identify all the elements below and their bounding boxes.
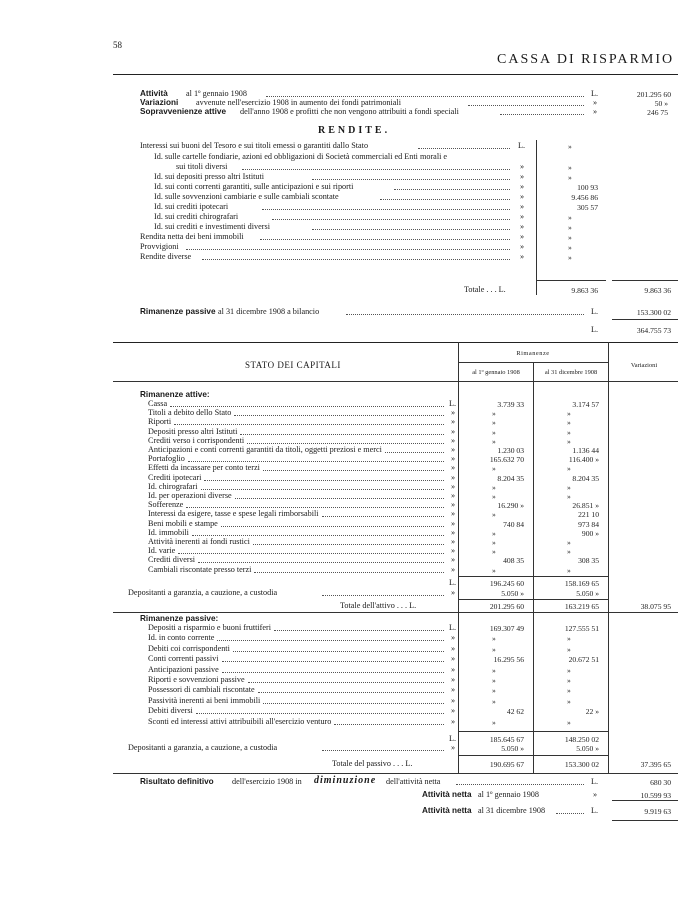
leader-dots bbox=[198, 562, 444, 563]
currency-mark: » bbox=[451, 527, 456, 537]
value-dec: 308 35 bbox=[578, 556, 599, 566]
col1-header: al 1º gennaio 1908 bbox=[472, 369, 520, 376]
currency-mark: L. bbox=[449, 578, 457, 587]
leader-dots bbox=[170, 406, 444, 407]
col2-header: al 31 dicembre 1908 bbox=[544, 369, 598, 376]
row-label: Id. in conto corrente bbox=[148, 633, 215, 643]
value-dec: » bbox=[567, 686, 571, 696]
row-label: Conti correnti passivi bbox=[148, 654, 219, 664]
grand-total-value: 364.755 73 bbox=[636, 326, 671, 335]
value-jan: » bbox=[492, 464, 496, 474]
attive-deposits-label: Depositanti a garanzia, a cauzione, a custodia bbox=[128, 588, 278, 597]
row-value: 50 » bbox=[654, 99, 668, 108]
row-label: Cambiali riscontate presso terzi bbox=[148, 564, 252, 574]
passive-remainder-value: 153.300 02 bbox=[636, 308, 671, 317]
row-label: Possessori di cambiali riscontate bbox=[148, 685, 255, 695]
row-label: Crediti diversi bbox=[148, 555, 196, 565]
value-jan: » bbox=[492, 528, 496, 538]
leader-dots bbox=[247, 443, 444, 444]
leader-dots bbox=[274, 630, 444, 631]
row-label: Anticipazioni e conti correnti garantiti da titoli, oggetti preziosi e merci bbox=[148, 445, 382, 454]
rendite-row-value: 305 57 bbox=[577, 203, 598, 212]
currency-mark: » bbox=[451, 408, 456, 418]
right-col-rule bbox=[612, 800, 678, 801]
leader-dots bbox=[468, 105, 584, 106]
leader-dots bbox=[178, 553, 444, 554]
passive-total-label: Totale del passivo . . . L. bbox=[332, 759, 413, 768]
value-dec: » bbox=[567, 418, 571, 428]
value-jan: » bbox=[492, 436, 496, 446]
rendite-row-value: » bbox=[568, 213, 572, 222]
value-jan: » bbox=[492, 634, 496, 644]
currency-mark: » bbox=[451, 588, 456, 597]
right-col-rule bbox=[612, 820, 678, 821]
row-label: Sofferenze bbox=[148, 500, 184, 510]
value-jan: 16.295 56 bbox=[493, 655, 524, 665]
passive-heading: Rimanenze passive: bbox=[140, 614, 219, 623]
value-dec: » bbox=[567, 565, 571, 575]
currency-mark: L. bbox=[449, 399, 457, 408]
col3-header: Variazioni bbox=[630, 362, 658, 369]
right-col-rule bbox=[612, 319, 678, 320]
currency-mark: » bbox=[451, 445, 456, 454]
currency-mark: L. bbox=[591, 325, 599, 334]
rendite-row-label: Id. sulle sovvenzioni cambiarie e sulle cambiali scontate bbox=[154, 192, 339, 201]
net-assets-end-value: 9.919 63 bbox=[644, 807, 671, 816]
rendite-row-label: sui titoli diversi bbox=[176, 162, 228, 171]
leader-dots bbox=[334, 724, 444, 725]
currency-mark: » bbox=[451, 716, 456, 726]
value-jan: 169.307 49 bbox=[489, 624, 524, 633]
currency-mark: » bbox=[451, 633, 456, 643]
currency-mark: » bbox=[451, 654, 456, 664]
currency-mark: » bbox=[451, 706, 456, 716]
passive-subtotal-rule bbox=[458, 731, 608, 732]
leader-dots bbox=[202, 259, 510, 260]
rendite-row-value: » bbox=[568, 243, 572, 252]
value-dec: 22 » bbox=[585, 707, 599, 717]
leader-dots bbox=[188, 461, 444, 462]
row-label: Sconti ed interessi attivi attribuibili all'esercizio venturo bbox=[148, 716, 332, 726]
rendite-row-value: » bbox=[568, 223, 572, 232]
row-bold-label: Attività bbox=[140, 89, 168, 98]
row-label: Crediti ipotecari bbox=[148, 472, 202, 482]
row-label: Beni mobili e stampe bbox=[148, 518, 218, 528]
attive-total-v1: 201.295 60 bbox=[489, 602, 524, 611]
currency-mark: » bbox=[451, 472, 456, 482]
leader-dots bbox=[556, 813, 584, 814]
leader-dots bbox=[222, 672, 444, 673]
value-dec: » bbox=[567, 538, 571, 547]
row-label: Depositi a risparmio e buoni fruttiferi bbox=[148, 623, 272, 632]
attive-total-rule bbox=[458, 599, 608, 600]
value-dec: 221 10 bbox=[578, 510, 599, 520]
row-label: Crediti verso i corrispondenti bbox=[148, 435, 245, 445]
currency-mark: L. bbox=[591, 89, 599, 98]
rendite-row-value: » bbox=[568, 142, 572, 151]
leader-dots bbox=[217, 640, 444, 641]
leader-dots bbox=[260, 239, 510, 240]
net-assets-start-value: 10.599 93 bbox=[640, 791, 671, 800]
leader-dots bbox=[242, 169, 510, 170]
table-top-rule bbox=[113, 342, 678, 343]
rendite-row-label: Interessi sui buoni del Tesoro e sui titoli emessi o garantiti dallo Stato bbox=[140, 141, 369, 150]
rendite-total-rule bbox=[536, 280, 606, 281]
leader-dots bbox=[233, 651, 444, 652]
currency-mark: » bbox=[520, 242, 525, 251]
value-dec: » bbox=[567, 634, 571, 644]
currency-mark: » bbox=[451, 426, 456, 436]
leader-dots bbox=[221, 526, 444, 527]
row-label: Debiti coi corrispondenti bbox=[148, 643, 230, 653]
leader-dots bbox=[186, 507, 444, 508]
rendite-row-label: Provvigioni bbox=[140, 242, 179, 251]
attive-subtotal-v2: 158.169 65 bbox=[564, 579, 599, 588]
rendite-row-label: Id. sui conti correnti garantiti, sulle anticipazioni e sui riporti bbox=[154, 182, 354, 191]
attive-total-label: Totale dell'attivo . . . L. bbox=[340, 601, 417, 610]
passive-deposits-v1: 5.050 » bbox=[501, 744, 524, 753]
value-dec: 116.400 » bbox=[568, 455, 599, 465]
leader-dots bbox=[222, 661, 445, 662]
leader-dots bbox=[312, 229, 510, 230]
row-label: Attività inerenti ai fondi rustici bbox=[148, 537, 250, 546]
leader-dots bbox=[201, 489, 444, 490]
currency-mark: » bbox=[451, 481, 456, 491]
value-jan: 165.632 70 bbox=[489, 455, 524, 465]
value-dec: » bbox=[567, 717, 571, 727]
row-label: Id. per operazioni diverse bbox=[148, 491, 232, 500]
currency-mark: » bbox=[520, 232, 525, 241]
currency-mark: » bbox=[451, 435, 456, 445]
leader-dots bbox=[322, 516, 444, 517]
passive-total-rule bbox=[458, 755, 608, 756]
leader-dots bbox=[312, 179, 510, 180]
currency-mark: » bbox=[451, 463, 456, 473]
rendite-title: RENDITE. bbox=[318, 125, 391, 136]
row-text: avvenute nell'esercizio 1908 in aumento dei fondi patrimoniali bbox=[196, 98, 401, 107]
value-jan: » bbox=[492, 686, 496, 696]
value-dec: 1.136 44 bbox=[572, 446, 599, 455]
row-label: Id. varie bbox=[148, 546, 176, 556]
leader-dots bbox=[235, 498, 444, 499]
row-label: Effetti da incassare per conto terzi bbox=[148, 463, 260, 473]
leader-dots bbox=[253, 544, 444, 545]
value-dec: » bbox=[567, 665, 571, 675]
table-title: STATO DEI CAPITALI bbox=[245, 360, 341, 370]
value-jan: 1.230 03 bbox=[497, 446, 524, 455]
currency-mark: » bbox=[451, 518, 456, 528]
leader-dots bbox=[248, 682, 444, 683]
leader-dots bbox=[456, 784, 584, 785]
leader-dots bbox=[263, 470, 444, 471]
row-value: 201.295 60 bbox=[636, 90, 671, 99]
currency-mark: » bbox=[451, 675, 456, 684]
table-bottom-rule bbox=[113, 773, 678, 774]
currency-mark: » bbox=[593, 107, 598, 116]
attive-section-rule bbox=[113, 612, 678, 613]
value-dec: 3.174 57 bbox=[572, 400, 599, 409]
currency-mark: » bbox=[520, 202, 525, 211]
leader-dots bbox=[204, 480, 444, 481]
value-jan: » bbox=[492, 717, 496, 727]
currency-mark: » bbox=[451, 564, 456, 574]
currency-mark: » bbox=[451, 643, 456, 653]
rendite-row-value: » bbox=[568, 173, 572, 182]
currency-mark: » bbox=[520, 212, 525, 221]
currency-mark: » bbox=[520, 172, 525, 181]
leader-dots bbox=[254, 572, 444, 573]
value-dec: 973 84 bbox=[578, 519, 599, 529]
value-dec: » bbox=[567, 696, 571, 706]
value-jan: 8.204 35 bbox=[497, 473, 524, 483]
leader-dots bbox=[418, 148, 510, 149]
currency-mark: L. bbox=[518, 141, 526, 150]
value-dec: » bbox=[567, 409, 571, 419]
net-assets-start-bold: Attività netta bbox=[422, 790, 472, 799]
leader-dots bbox=[266, 96, 584, 97]
currency-mark: » bbox=[451, 546, 456, 556]
row-bold-label: Sopravvenienze attive bbox=[140, 107, 227, 116]
running-title: CASSA DI RISPARMIO bbox=[497, 52, 675, 67]
currency-mark: L. bbox=[449, 623, 457, 632]
rendite-row-value: 100 93 bbox=[577, 183, 598, 192]
passive-subtotal-v1: 185.645 67 bbox=[489, 735, 524, 744]
leader-dots bbox=[262, 209, 510, 210]
value-jan: » bbox=[492, 418, 496, 428]
value-dec: » bbox=[567, 427, 571, 437]
row-label: Passività inerenti ai beni immobili bbox=[148, 695, 261, 705]
value-dec: 8.204 35 bbox=[572, 473, 599, 483]
value-jan: 42 62 bbox=[506, 707, 524, 717]
leader-dots bbox=[196, 713, 444, 714]
currency-mark: L. bbox=[591, 307, 599, 316]
right-col-rule bbox=[612, 280, 678, 281]
net-assets-end-text: al 31 dicembre 1908 bbox=[478, 806, 546, 815]
currency-mark: » bbox=[451, 685, 456, 695]
rendite-total-value: 9.863 36 bbox=[571, 286, 598, 295]
row-label: Riporti e sovvenzioni passive bbox=[148, 675, 245, 684]
value-jan: » bbox=[492, 547, 496, 557]
page-number: 58 bbox=[113, 40, 122, 50]
table-col-rule-1 bbox=[458, 342, 459, 773]
table-col-rule-2 bbox=[533, 362, 534, 773]
leader-dots bbox=[322, 750, 444, 751]
value-jan: » bbox=[492, 409, 496, 419]
attive-heading: Rimanenze attive: bbox=[140, 390, 210, 399]
rendite-row-value: » bbox=[568, 233, 572, 242]
value-jan: » bbox=[492, 665, 496, 675]
currency-mark: » bbox=[593, 98, 598, 107]
row-text: al 1º gennaio 1908 bbox=[186, 89, 247, 98]
attive-subtotal-v1: 196.245 60 bbox=[489, 579, 524, 588]
value-jan: » bbox=[492, 644, 496, 654]
rendite-row-label: Id. sui crediti chirografari bbox=[154, 212, 239, 221]
leader-dots bbox=[234, 415, 444, 416]
row-text: dell'anno 1908 e profitti che non vengono attribuiti a fondi speciali bbox=[240, 107, 459, 116]
value-dec: » bbox=[567, 676, 571, 685]
value-dec: » bbox=[567, 547, 571, 557]
table-header-rule bbox=[113, 381, 678, 382]
attive-deposits-v2: 5.050 » bbox=[576, 589, 599, 598]
value-dec: » bbox=[567, 644, 571, 654]
currency-mark: » bbox=[520, 222, 525, 231]
leader-dots bbox=[192, 535, 444, 536]
passive-total-v2: 153.300 02 bbox=[564, 760, 599, 769]
rendite-row-label: Rendita netta dei beni immobili bbox=[140, 232, 244, 241]
row-label: Id. chirografari bbox=[148, 481, 198, 491]
row-label: Anticipazioni passive bbox=[148, 664, 219, 674]
passive-total-v3: 37.395 65 bbox=[640, 760, 671, 769]
currency-mark: » bbox=[520, 192, 525, 201]
rendite-row-label: Id. sulle cartelle fondiarie, azioni ed obbligazioni di Società commerciali ed Enti morali e bbox=[154, 152, 448, 161]
value-dec: 127.555 51 bbox=[564, 624, 599, 633]
leader-dots bbox=[385, 452, 444, 453]
table-col-rule-3 bbox=[608, 342, 609, 773]
result-bold: Risultato definitivo bbox=[140, 777, 214, 786]
col-group-rule bbox=[458, 362, 608, 363]
currency-mark: » bbox=[451, 509, 456, 519]
value-dec: » bbox=[567, 464, 571, 474]
row-label: Riporti bbox=[148, 417, 172, 427]
value-dec: 900 » bbox=[581, 528, 599, 538]
currency-mark: L. bbox=[449, 734, 457, 743]
value-jan: » bbox=[492, 676, 496, 685]
leader-dots bbox=[258, 692, 444, 693]
currency-mark: » bbox=[520, 252, 525, 261]
leader-dots bbox=[500, 114, 584, 115]
leader-dots bbox=[380, 199, 510, 200]
result-text-a: dell'esercizio 1908 in bbox=[232, 777, 302, 786]
value-dec: » bbox=[567, 482, 571, 492]
rendite-column-rule bbox=[536, 140, 537, 295]
currency-mark: » bbox=[451, 417, 456, 427]
row-label: Debiti diversi bbox=[148, 706, 193, 716]
rendite-row-label: Id. sui depositi presso altri Istituti bbox=[154, 172, 265, 181]
result-text-b: dell'attività netta bbox=[386, 777, 441, 786]
value-jan: » bbox=[492, 427, 496, 437]
col-group-header: Rimanenze bbox=[516, 350, 550, 357]
row-value: 246 75 bbox=[647, 108, 668, 117]
value-jan: » bbox=[492, 510, 496, 520]
net-assets-end-bold: Attività netta bbox=[422, 806, 472, 815]
attive-total-v3: 38.075 95 bbox=[640, 602, 671, 611]
leader-dots bbox=[322, 595, 444, 596]
value-dec: » bbox=[567, 436, 571, 446]
currency-mark: » bbox=[451, 743, 456, 752]
value-jan: 740 84 bbox=[503, 519, 524, 529]
row-label: Titoli a debito dello Stato bbox=[148, 408, 232, 418]
currency-mark: » bbox=[451, 664, 456, 674]
leader-dots bbox=[272, 219, 510, 220]
result-value: 680 30 bbox=[650, 778, 671, 787]
leader-dots bbox=[346, 314, 584, 315]
row-label: Id. immobili bbox=[148, 527, 189, 537]
passive-deposits-v2: 5.050 » bbox=[576, 744, 599, 753]
passive-total-v1: 190.695 67 bbox=[489, 760, 524, 769]
passive-remainder-bold: Rimanenze passive bbox=[140, 307, 216, 316]
currency-mark: » bbox=[520, 182, 525, 191]
value-jan: » bbox=[492, 492, 496, 501]
rendite-row-value: » bbox=[568, 163, 572, 172]
currency-mark: » bbox=[451, 454, 456, 464]
value-jan: 16.290 » bbox=[497, 501, 524, 511]
currency-mark: » bbox=[451, 491, 456, 500]
value-dec: » bbox=[567, 492, 571, 501]
currency-mark: » bbox=[451, 500, 456, 510]
leader-dots bbox=[263, 703, 444, 704]
currency-mark: L. bbox=[591, 806, 599, 815]
currency-mark: » bbox=[451, 537, 456, 546]
net-assets-start-text: al 1º gennaio 1908 bbox=[478, 790, 539, 799]
value-dec: 20.672 51 bbox=[568, 655, 599, 665]
row-label: Cassa bbox=[148, 399, 168, 408]
currency-mark: » bbox=[451, 695, 456, 705]
value-jan: » bbox=[492, 696, 496, 706]
value-jan: » bbox=[492, 565, 496, 575]
leader-dots bbox=[174, 424, 444, 425]
currency-mark: » bbox=[451, 555, 456, 565]
rendite-row-label: Rendite diverse bbox=[140, 252, 192, 261]
attive-total-v2: 163.219 65 bbox=[564, 602, 599, 611]
rendite-total-right: 9.863 36 bbox=[644, 286, 671, 295]
result-emphasis: diminuzione bbox=[314, 775, 377, 786]
rendite-total-label: Totale . . . L. bbox=[464, 285, 506, 294]
currency-mark: L. bbox=[591, 777, 599, 786]
header-rule bbox=[113, 74, 678, 75]
currency-mark: » bbox=[520, 162, 525, 171]
value-jan: » bbox=[492, 538, 496, 547]
passive-remainder-text: al 31 dicembre 1908 a bilancio bbox=[218, 307, 320, 316]
attive-deposits-v1: 5.050 » bbox=[501, 589, 524, 598]
rendite-row-label: Id. sui crediti ipotecari bbox=[154, 202, 229, 211]
leader-dots bbox=[394, 189, 510, 190]
value-jan: » bbox=[492, 482, 496, 492]
attive-subtotal-rule bbox=[458, 576, 608, 577]
leader-dots bbox=[240, 434, 444, 435]
row-label: Depositi presso altri Istituti bbox=[148, 426, 238, 436]
row-bold-label: Variazioni bbox=[140, 98, 179, 107]
rendite-row-value: » bbox=[568, 253, 572, 262]
value-jan: 408 35 bbox=[503, 556, 524, 566]
leader-dots bbox=[186, 249, 510, 250]
rendite-row-value: 9.456 86 bbox=[571, 193, 598, 202]
rendite-row-label: Id. sui crediti e investimenti diversi bbox=[154, 222, 270, 231]
passive-subtotal-v2: 148.250 02 bbox=[564, 735, 599, 744]
value-dec: 26.851 » bbox=[572, 501, 599, 511]
value-jan: 3.739 33 bbox=[497, 400, 524, 409]
row-label: Portafoglio bbox=[148, 454, 185, 464]
currency-mark: » bbox=[593, 790, 598, 799]
passive-deposits-label: Depositanti a garanzia, a cauzione, a custodia bbox=[128, 743, 278, 752]
row-label: Interessi da esigere, tasse e spese legali rimborsabili bbox=[148, 509, 319, 519]
